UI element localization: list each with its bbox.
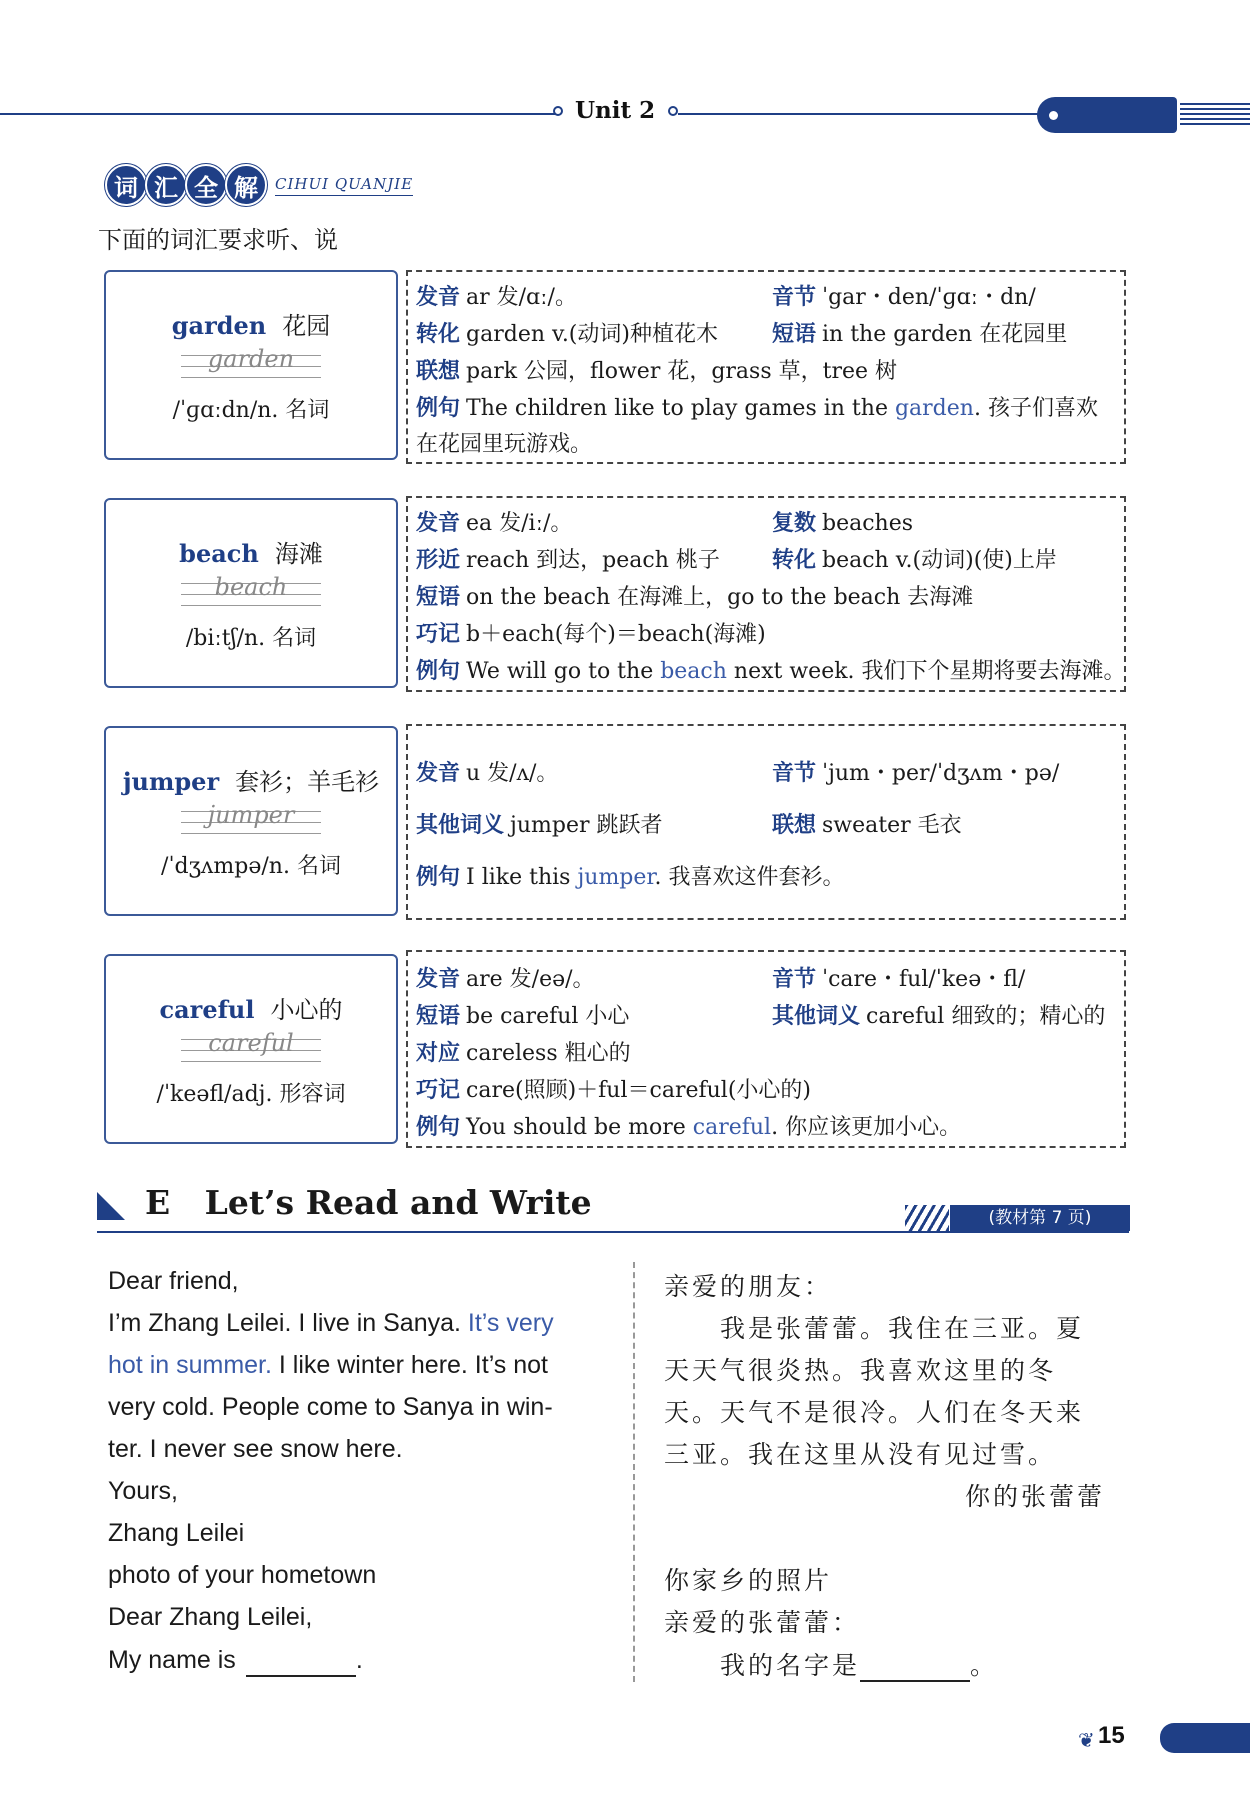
word-detail-careful [406, 950, 1126, 1148]
title-char: 全 [185, 164, 227, 206]
letter-text: very cold. People come to Sanya in win- [108, 1393, 553, 1421]
word-en: beach [179, 539, 259, 568]
letter-text: I’m Zhang Leilei. I live in Sanya. [108, 1309, 468, 1337]
letter-text: photo of your hometown [108, 1561, 377, 1589]
handwriting-word: jumper [207, 801, 295, 829]
answer-blank-zh[interactable] [860, 1651, 970, 1682]
detail-label: 转化 [416, 322, 461, 347]
word-detail-beach [406, 496, 1126, 692]
detail-text: beach v.(动词)(使)上岸 [822, 548, 1057, 573]
word-en: garden [171, 311, 267, 340]
detail-label: 短语 [772, 322, 817, 347]
detail-label: 短语 [416, 1004, 461, 1029]
word-detail-garden [406, 270, 1126, 464]
header-rule-left [0, 113, 555, 115]
word-card-garden [104, 270, 398, 460]
letter-line [108, 1393, 553, 1422]
letter-line [108, 1561, 376, 1590]
detail-text: ˈjum・per/ˈdʒʌm・pə/ [822, 761, 1060, 786]
letter-text: ter. I never see snow here. [108, 1435, 403, 1463]
title-char: 解 [225, 164, 267, 206]
detail-text: reach 到达，peach 桃子 [466, 548, 720, 573]
detail-text: in the garden 在花园里 [822, 322, 1068, 347]
detail-text: park 公园，flower 花，grass 草，tree 树 [466, 359, 898, 384]
detail-label: 联想 [772, 813, 817, 838]
header-tab [1037, 97, 1177, 133]
letter-text: Yours, [108, 1477, 178, 1505]
vocab-section-title [105, 164, 413, 206]
header-rule-right [678, 113, 1038, 115]
detail-text: sweater 毛衣 [822, 813, 962, 838]
leaf-icon: ❦ [1078, 1728, 1095, 1752]
detail-label: 例句 [416, 865, 461, 890]
header-stripes [1180, 103, 1250, 127]
detail-text: are 发/eə/。 [466, 967, 595, 992]
example-keyword: careful [692, 1115, 772, 1140]
letter-text: My name is [108, 1646, 236, 1674]
detail-text: ea 发/iː/。 [466, 511, 573, 536]
vocab-instruction: 下面的词汇要求听、说 [98, 226, 338, 254]
header-dot-right [668, 106, 678, 116]
letter-text: . [355, 1646, 363, 1674]
letter-line [108, 1267, 239, 1296]
section-e-title [145, 1183, 592, 1222]
detail-label: 例句 [416, 659, 461, 684]
example-post: . 孩子们喜欢 [973, 396, 1098, 421]
detail-label: 短语 [416, 585, 461, 610]
detail-label: 例句 [416, 396, 461, 421]
letter-text: I like winter here. It’s not [271, 1351, 549, 1379]
word-card-jumper [104, 726, 398, 916]
detail-text: careless 粗心的 [466, 1041, 631, 1066]
example-pre: I like this [466, 865, 578, 890]
detail-label: 形近 [416, 548, 461, 573]
handwriting-lines [181, 1029, 321, 1067]
section-e-letter: E [145, 1183, 171, 1222]
detail-label: 发音 [416, 967, 461, 992]
letter-line [108, 1351, 548, 1380]
translation-line: 天天气很炎热。我喜欢这里的冬 [664, 1356, 1057, 1385]
handwriting-word: garden [207, 345, 295, 373]
detail-text: ˈgar・den/ˈɡɑː・dn/ [822, 285, 1036, 310]
letter-line [108, 1519, 244, 1548]
detail-label: 例句 [416, 1115, 461, 1140]
letter-text: Dear Zhang Leilei, [108, 1603, 313, 1631]
letter-text: Zhang Leilei [108, 1519, 245, 1547]
word-phonetic: /biːtʃ/n. 名词 [185, 626, 317, 651]
detail-label: 其他词义 [772, 1004, 861, 1029]
translation-text: 我的名字是 [720, 1651, 861, 1680]
word-card-careful [104, 954, 398, 1144]
word-zh: 套衫；羊毛衫 [235, 768, 380, 796]
answer-blank-en[interactable] [246, 1646, 356, 1677]
translation-line: 你家乡的照片 [664, 1566, 833, 1595]
detail-text: ar 发/ɑː/。 [466, 285, 577, 310]
translation-line: 你的张蕾蕾 [965, 1482, 1106, 1511]
detail-label: 巧记 [416, 622, 461, 647]
example-pre: You should be more [466, 1115, 693, 1140]
handwriting-word: careful [208, 1029, 294, 1057]
detail-text: be careful 小心 [466, 1004, 630, 1029]
translation-line: 亲爱的朋友： [664, 1272, 833, 1301]
detail-text: 在花园里玩游戏。 [416, 432, 593, 457]
word-phonetic: /ˈdʒʌmpə/n. 名词 [161, 854, 341, 879]
title-pinyin: CIHUI QUANJIE [275, 175, 413, 196]
example-post: . 我喜欢这件套衫。 [654, 865, 845, 890]
word-en: careful [159, 995, 255, 1024]
example-pre: We will go to the [466, 659, 661, 684]
header-dot-left [553, 106, 563, 116]
detail-text: care(照顾)＋ful＝careful(小心的) [466, 1078, 811, 1103]
detail-text: beaches [822, 511, 914, 536]
detail-label: 发音 [416, 285, 461, 310]
section-e-marker [97, 1192, 125, 1220]
footer-tab [1160, 1723, 1250, 1753]
translation-line: 三亚。我在这里从没有见过雪。 [664, 1440, 1057, 1469]
detail-text: u 发/ʌ/。 [466, 761, 559, 786]
section-e-rule [97, 1231, 1129, 1233]
handwriting-word: beach [214, 573, 288, 601]
word-phonetic: /ˈɡɑːdn/n. 名词 [172, 398, 330, 423]
detail-label: 联想 [416, 359, 461, 384]
word-card-beach [104, 498, 398, 688]
example-pre: The children like to play games in the [466, 396, 895, 421]
translation-line: 天。天气不是很冷。人们在冬天来 [664, 1398, 1085, 1427]
detail-text: jumper 跳跃者 [510, 813, 663, 838]
translation-line [720, 1646, 998, 1682]
detail-label: 音节 [772, 967, 817, 992]
detail-text: on the beach 在海滩上，go to the beach 去海滩 [466, 585, 974, 610]
detail-label: 音节 [772, 761, 817, 786]
handwriting-lines [181, 573, 321, 611]
example-keyword: garden [894, 396, 974, 421]
word-zh: 海滩 [274, 540, 323, 568]
unit-title: Unit 2 [575, 97, 656, 124]
title-char: 汇 [145, 164, 187, 206]
word-phonetic: /ˈkeəfl/adj. 形容词 [156, 1082, 346, 1107]
detail-label: 发音 [416, 511, 461, 536]
example-keyword: jumper [577, 865, 655, 890]
detail-text: ˈcare・ful/ˈkeə・fl/ [822, 967, 1026, 992]
title-char: 词 [105, 164, 147, 206]
detail-label: 其他词义 [416, 813, 505, 838]
letter-line [108, 1309, 554, 1338]
detail-label: 转化 [772, 548, 817, 573]
translation-text: 。 [970, 1651, 999, 1680]
letter-text: Dear friend, [108, 1267, 239, 1295]
page-number: 15 [1098, 1722, 1125, 1749]
letter-line [108, 1435, 403, 1464]
word-en: jumper [122, 767, 220, 796]
ref-stripes [905, 1205, 949, 1231]
letter-highlight: It’s very [467, 1309, 554, 1337]
detail-label: 巧记 [416, 1078, 461, 1103]
handwriting-lines [181, 801, 321, 839]
section-e-heading: Let’s Read and Write [204, 1183, 592, 1222]
detail-text: careful 细致的；精心的 [866, 1004, 1106, 1029]
detail-text: garden v.(动词)种植花木 [466, 322, 718, 347]
detail-label: 对应 [416, 1041, 461, 1066]
detail-text: b＋each(每个)＝beach(海滩) [466, 622, 766, 647]
detail-label: 发音 [416, 761, 461, 786]
handwriting-lines [181, 345, 321, 383]
word-detail-jumper [406, 724, 1126, 920]
example-post: next week. 我们下个星期将要去海滩。 [726, 659, 1126, 684]
word-zh: 花园 [282, 312, 331, 340]
translation-line: 我是张蕾蕾。我住在三亚。夏 [720, 1314, 1085, 1343]
letter-line [108, 1477, 178, 1506]
translation-line: 亲爱的张蕾蕾： [664, 1608, 861, 1637]
letter-highlight: hot in summer. [108, 1351, 272, 1379]
detail-label: 复数 [772, 511, 817, 536]
example-post: . 你应该更加小心。 [771, 1115, 962, 1140]
detail-label: 音节 [772, 285, 817, 310]
example-keyword: beach [660, 659, 727, 684]
word-zh: 小心的 [270, 996, 343, 1024]
letter-line [108, 1603, 312, 1632]
column-divider [633, 1262, 635, 1682]
textbook-page-ref: (教材第 7 页) [950, 1205, 1130, 1231]
letter-line [108, 1646, 363, 1677]
